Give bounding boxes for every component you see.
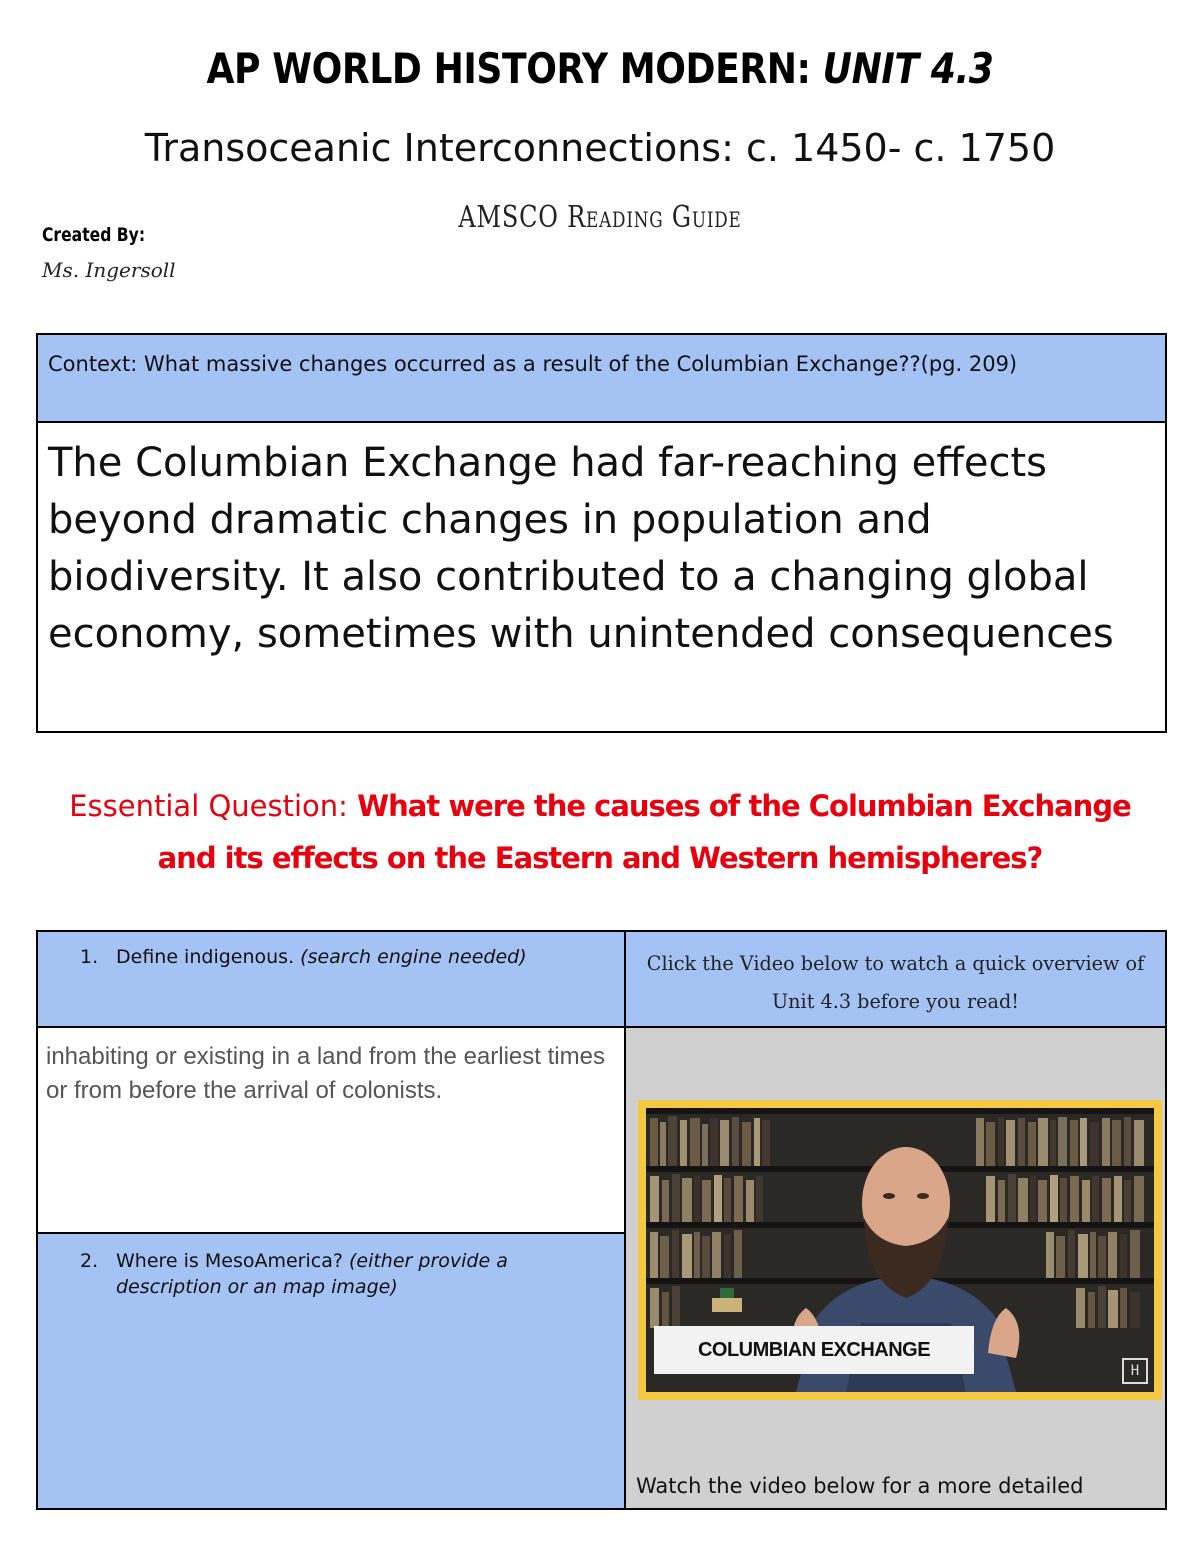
page-subtitle: Transoceanic Interconnections: c. 1450- c. 1750 [144, 126, 1056, 170]
question-1-text: Define indigenous. [116, 946, 301, 968]
essential-question-text: What were the causes of the Columbian Exchange and its effects on the Eastern and Western hemispheres? [157, 789, 1131, 875]
question-2-text: Where is MesoAmerica? [116, 1250, 349, 1272]
question-2-cell[interactable] [38, 1234, 626, 1508]
question-2-hint: (either provide a description or an map image) [116, 1250, 508, 1298]
video-caption: COLUMBIAN EXCHANGE [654, 1326, 974, 1374]
created-by-label: Created By: [42, 224, 146, 246]
context-question: Context: What massive changes occurred as a result of the Columbian Exchange??(pg. 209) [38, 335, 1165, 423]
question-1-cell [38, 932, 626, 1028]
video-note: Click the Video below to watch a quick overview of Unit 4.3 before you read! [646, 951, 1145, 1013]
question-2-number: 2. [80, 1250, 99, 1272]
answer-1[interactable]: inhabiting or existing in a land from the earliest times or from before the arrival of colonists. [46, 1043, 605, 1104]
page-title [84, 44, 1116, 93]
essential-question-label: Essential Question: [69, 789, 358, 823]
question-1 [80, 944, 527, 970]
context-table [36, 333, 1167, 733]
video-note-cell [626, 932, 1165, 1028]
essential-question [40, 780, 1160, 884]
title-unit: UNIT 4.3 [822, 44, 994, 93]
question-1-number: 1. [80, 946, 99, 968]
question-2 [80, 1248, 580, 1300]
video-thumbnail[interactable] [638, 1100, 1162, 1400]
question-table [36, 930, 1167, 1510]
video-footer-note: Watch the video below for a more detailed [636, 1474, 1084, 1498]
guide-label: AMSCO Reading Guide [458, 200, 742, 235]
video-cell [626, 1028, 1165, 1508]
author-name: Ms. Ingersoll [42, 258, 176, 282]
channel-logo-icon: H [1122, 1358, 1148, 1384]
context-answer[interactable]: The Columbian Exchange had far-reaching effects beyond dramatic changes in population and biodiversity. It also contributed to a changing global economy, sometimes with unintended consequences [48, 440, 1114, 657]
question-1-hint: (search engine needed) [300, 946, 527, 968]
answer-1-cell[interactable] [38, 1028, 626, 1234]
title-main: AP WORLD HISTORY MODERN: [206, 44, 823, 93]
